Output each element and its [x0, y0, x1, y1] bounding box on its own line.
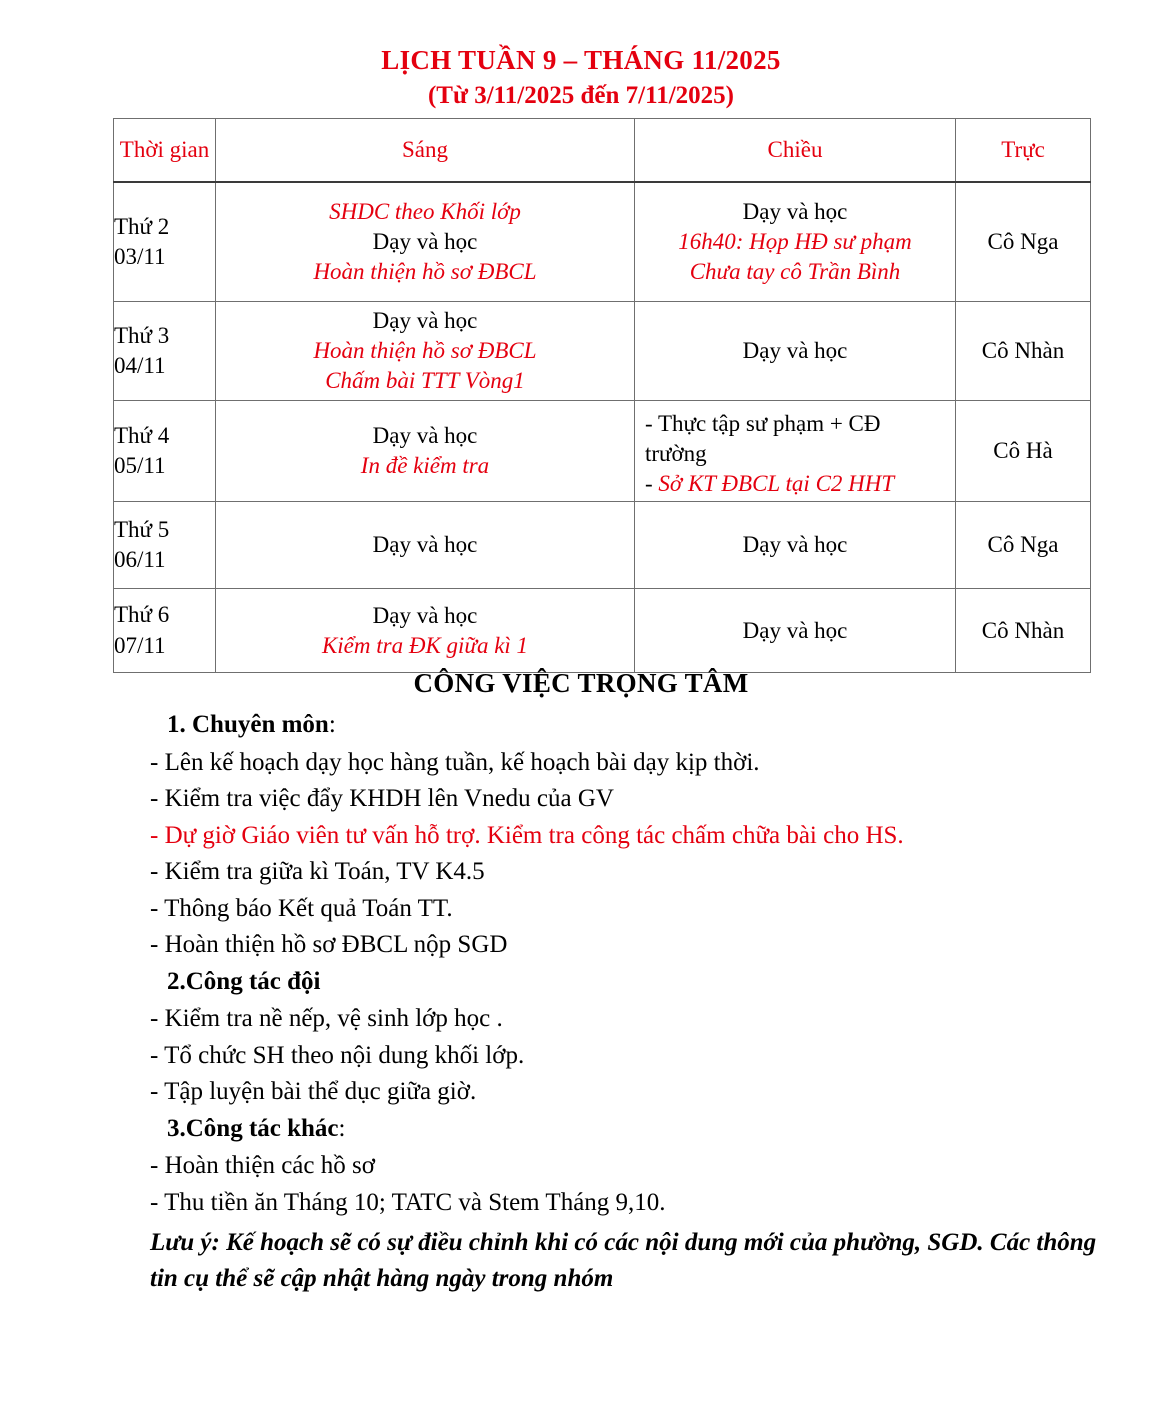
- table-header-row: [114, 119, 1091, 183]
- schedule-line-text: Chưa tay cô Trần Bình: [689, 258, 901, 284]
- task-item: - Hoàn thiện các hồ sơ: [150, 1152, 375, 1179]
- schedule-cell: [216, 502, 635, 589]
- schedule-line: [216, 336, 634, 366]
- table-row: [114, 302, 1091, 401]
- schedule-line-text: 16h40: Họp HĐ sư phạm: [678, 229, 912, 255]
- closing-note: Lưu ý: Kế hoạch sẽ có sự điều chỉnh khi có các nội dung mới của phường, SGD. Các thông tin cụ thể sẽ cập nhật hàng ngày trong nhóm: [150, 1229, 1097, 1292]
- day-cell: [114, 302, 216, 401]
- schedule-line: [216, 257, 634, 287]
- task-item: - Lên kế hoạch dạy học hàng tuần, kế hoạch bài dạy kịp thời.: [150, 748, 760, 776]
- day-date: 06/11: [114, 547, 166, 572]
- task-item: - Thông báo Kết quả Toán TT.: [150, 894, 453, 922]
- day-cell: [114, 182, 216, 302]
- task-item: - Kiểm tra việc đẩy KHDH lên Vnedu của GV: [150, 785, 614, 812]
- schedule-line: [216, 366, 634, 396]
- task-section-heading-text: 3.Công tác khác: [167, 1114, 339, 1142]
- bullet-dash: -: [645, 411, 658, 436]
- schedule-line-text: Dạy và học: [742, 617, 848, 643]
- schedule-line: [635, 616, 955, 646]
- schedule-line: [216, 306, 634, 336]
- column-header-2: Chiều: [635, 119, 956, 183]
- task-section-heading: [0, 1111, 1162, 1147]
- schedule-line-text: Dạy và học: [372, 602, 478, 628]
- task-section-heading: [0, 964, 1162, 1000]
- table-row: [114, 502, 1091, 589]
- schedule-line-text: Dạy và học: [742, 199, 848, 225]
- task-section-heading-text: 2.Công tác đội: [167, 967, 321, 995]
- day-name: Thứ 2: [114, 213, 170, 239]
- schedule-line: [635, 257, 955, 287]
- schedule-line: [216, 197, 634, 227]
- column-header-0: Thời gian: [114, 119, 216, 183]
- duty-cell: Cô Nga: [956, 182, 1091, 302]
- day-name: Thứ 4: [114, 422, 170, 448]
- task-section-heading-suffix: :: [338, 1114, 346, 1142]
- schedule-cell: [635, 182, 956, 302]
- task-item: - Tổ chức SH theo nội dung khối lớp.: [150, 1041, 525, 1069]
- schedule-line-text: In đề kiểm tra: [360, 453, 490, 478]
- bullet-dash: -: [645, 470, 659, 496]
- day-date: 05/11: [114, 453, 166, 478]
- schedule-line-text: Hoàn thiện hồ sơ ĐBCL: [313, 338, 537, 364]
- schedule-line: [635, 227, 955, 257]
- schedule-cell: [635, 302, 956, 401]
- task-section-heading-text: 1. Chuyên môn: [167, 711, 329, 738]
- tasks-body: [0, 707, 1162, 1221]
- schedule-cell: [635, 589, 956, 673]
- day-date: 03/11: [114, 244, 166, 269]
- schedule-cell: [216, 302, 635, 401]
- schedule-line: [216, 601, 634, 631]
- task-item: - Kiểm tra nề nếp, vệ sinh lớp học .: [150, 1005, 503, 1032]
- schedule-line-text: Chấm bài TTT Vòng1: [325, 367, 525, 393]
- schedule-line-text: Thực tập sư phạm + CĐ: [658, 411, 881, 436]
- column-header-1: Sáng: [216, 119, 635, 183]
- day-name: Thứ 3: [114, 322, 170, 348]
- day-name: Thứ 5: [114, 516, 170, 542]
- schedule-line: [645, 439, 955, 469]
- task-item: - Kiểm tra giữa kì Toán, TV K4.5: [150, 858, 485, 885]
- schedule-cell: [635, 401, 956, 502]
- task-section-heading-suffix: :: [328, 711, 336, 738]
- schedule-line: [216, 631, 634, 661]
- schedule-line: [645, 409, 955, 439]
- schedule-line-text: Hoàn thiện hồ sơ ĐBCL: [313, 258, 537, 284]
- day-cell: [114, 502, 216, 589]
- duty-cell: Cô Nhàn: [956, 302, 1091, 401]
- day-date: 07/11: [114, 632, 166, 658]
- table-row: [114, 589, 1091, 673]
- schedule-line-text: Dạy và học: [372, 532, 478, 558]
- schedule-line-text: Dạy và học: [372, 308, 478, 334]
- schedule-line: [635, 530, 955, 560]
- schedule-line: [635, 336, 955, 366]
- schedule-line: [645, 469, 955, 499]
- day-date: 04/11: [114, 353, 166, 378]
- day-cell: [114, 401, 216, 502]
- document-header: [0, 0, 1162, 111]
- schedule-line: [216, 421, 634, 451]
- day-name: Thứ 6: [114, 602, 170, 628]
- task-item: - Tập luyện bài thể dục giữa giờ.: [150, 1078, 477, 1105]
- schedule-line: [216, 530, 634, 560]
- key-tasks-section: [0, 668, 1162, 1296]
- schedule-line-text: Dạy và học: [372, 229, 478, 255]
- schedule-line: [635, 197, 955, 227]
- schedule-line-text: trường: [645, 440, 707, 466]
- schedule-cell: [216, 589, 635, 673]
- schedule-line-text: Dạy và học: [742, 338, 848, 364]
- schedule-table-wrapper: [113, 118, 1090, 673]
- duty-cell: Cô Nga: [956, 502, 1091, 589]
- schedule-line-text: SHDC theo Khối lớp: [329, 199, 521, 225]
- duty-cell: Cô Hà: [956, 401, 1091, 502]
- schedule-line-text: Kiểm tra ĐK giữa kì 1: [321, 632, 529, 658]
- page-title: LỊCH TUẦN 9 – THÁNG 11/2025: [381, 45, 781, 75]
- duty-cell: Cô Nhàn: [956, 589, 1091, 673]
- column-header-3: Trực: [956, 119, 1091, 183]
- task-item: - Hoàn thiện hồ sơ ĐBCL nộp SGD: [150, 931, 508, 958]
- schedule-line-text: Dạy và học: [742, 532, 848, 558]
- day-cell: [114, 589, 216, 673]
- schedule-cell: [216, 401, 635, 502]
- task-section-heading: [0, 707, 1162, 743]
- table-row: [114, 401, 1091, 502]
- tasks-heading: CÔNG VIỆC TRỌNG TÂM: [413, 668, 749, 698]
- task-item: - Dự giờ Giáo viên tư vấn hỗ trợ. Kiểm tra công tác chấm chữa bài cho HS.: [150, 821, 904, 849]
- schedule-line: [216, 451, 634, 481]
- page-subtitle: (Từ 3/11/2025 đến 7/11/2025): [427, 81, 734, 109]
- task-item: - Thu tiền ăn Tháng 10; TATC và Stem Tháng 9,10.: [150, 1188, 666, 1216]
- schedule-line-text: Sở KT ĐBCL tại C2 HHT: [658, 470, 895, 496]
- schedule-table: [113, 118, 1091, 673]
- schedule-line: [216, 227, 634, 257]
- schedule-line-text: Dạy và học: [372, 423, 478, 449]
- table-row: [114, 182, 1091, 302]
- schedule-cell: [216, 182, 635, 302]
- schedule-cell: [635, 502, 956, 589]
